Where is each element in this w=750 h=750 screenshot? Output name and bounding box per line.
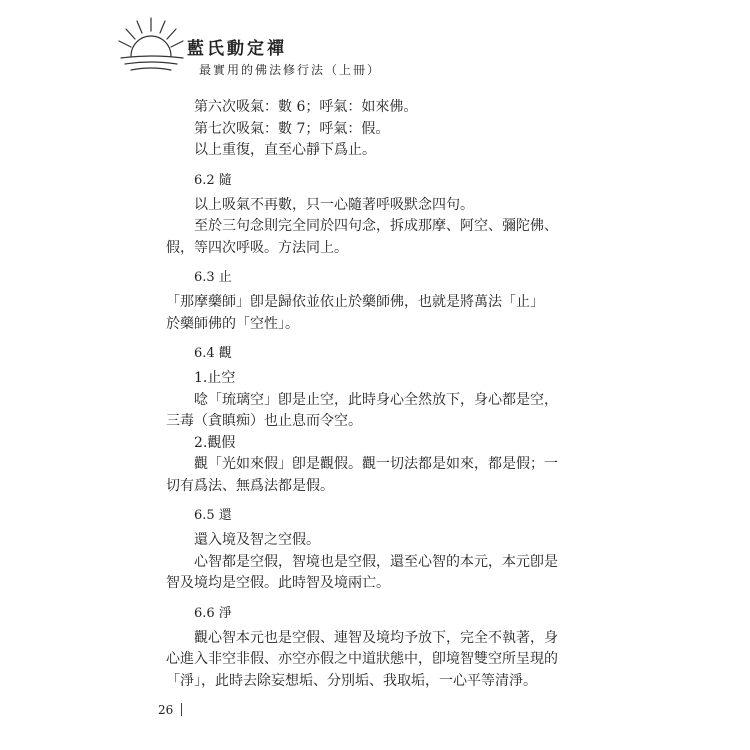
paragraph-line: 智及境均是空假。此時智及境兩亡。: [166, 575, 390, 591]
paragraph-line: 以上重復，直至心靜下爲止。: [194, 142, 376, 158]
page-number: 26: [158, 703, 174, 717]
paragraph-line: 「那摩藥師」卽是歸依並依止於藥師佛，也就是將萬法「止」: [166, 294, 544, 310]
paragraph-line: 以上吸氣不再數，只一心隨著呼吸默念四句。: [194, 196, 474, 213]
paragraph-line: 還入境及智之空假。: [194, 532, 320, 548]
paragraph-line: 唸「琉璃空」卽是止空，此時身心全然放下，身心都是空，: [194, 391, 558, 408]
page-header: [115, 14, 475, 84]
page-footer: [158, 703, 182, 717]
paragraph-line: 觀心智本元也是空假、連智及境均予放下，完全不執著，身: [194, 629, 558, 646]
section-heading: 6.3 止: [194, 270, 232, 285]
paragraph-line: 觀「光如來假」卽是觀假。觀一切法都是如來，都是假；一: [194, 456, 558, 472]
paragraph-line: 於藥師佛的「空性」。: [166, 315, 299, 332]
page-number-divider: [181, 703, 182, 716]
section-heading: 6.2 隨: [194, 172, 232, 188]
paragraph-line: 第七次吸氣：數 7；呼氣：假。: [194, 120, 390, 137]
page-body: [166, 97, 586, 692]
paragraph-line: 2.觀假: [194, 434, 236, 451]
paragraph-line: 「淨」，此時去除妄想垢、分別垢、我取垢，一心平等清淨。: [166, 672, 537, 689]
paragraph-line: 心智都是空假，智境也是空假，還至心智的本元，本元卽是: [194, 553, 558, 570]
paragraph-line: 1.止空: [194, 370, 236, 386]
paragraph-line: 心進入非空非假、亦空亦假之中道狀態中，卽境智雙空所呈現的: [166, 651, 558, 667]
section-heading: 6.5 還: [194, 508, 232, 523]
rising-sun-icon: [115, 14, 187, 78]
book-subtitle: 最實用的佛法修行法（上冊）: [199, 63, 382, 77]
paragraph-line: 假，等四次呼吸。方法同上。: [166, 239, 348, 256]
paragraph-line: 三毒（貪瞋痴）也止息而令空。: [166, 413, 362, 429]
section-heading: 6.4 觀: [194, 346, 232, 361]
book-title: 藍氏動定禪: [187, 39, 287, 59]
section-heading: 6.6 淨: [194, 605, 232, 621]
paragraph-line: 切有爲法、無爲法都是假。: [166, 477, 334, 494]
paragraph-line: 第六次吸氣：數 6；呼氣：如來佛。: [194, 99, 418, 115]
paragraph-line: 至於三句念則完全同於四句念，拆成那摩、阿空、彌陀佛、: [194, 218, 558, 234]
